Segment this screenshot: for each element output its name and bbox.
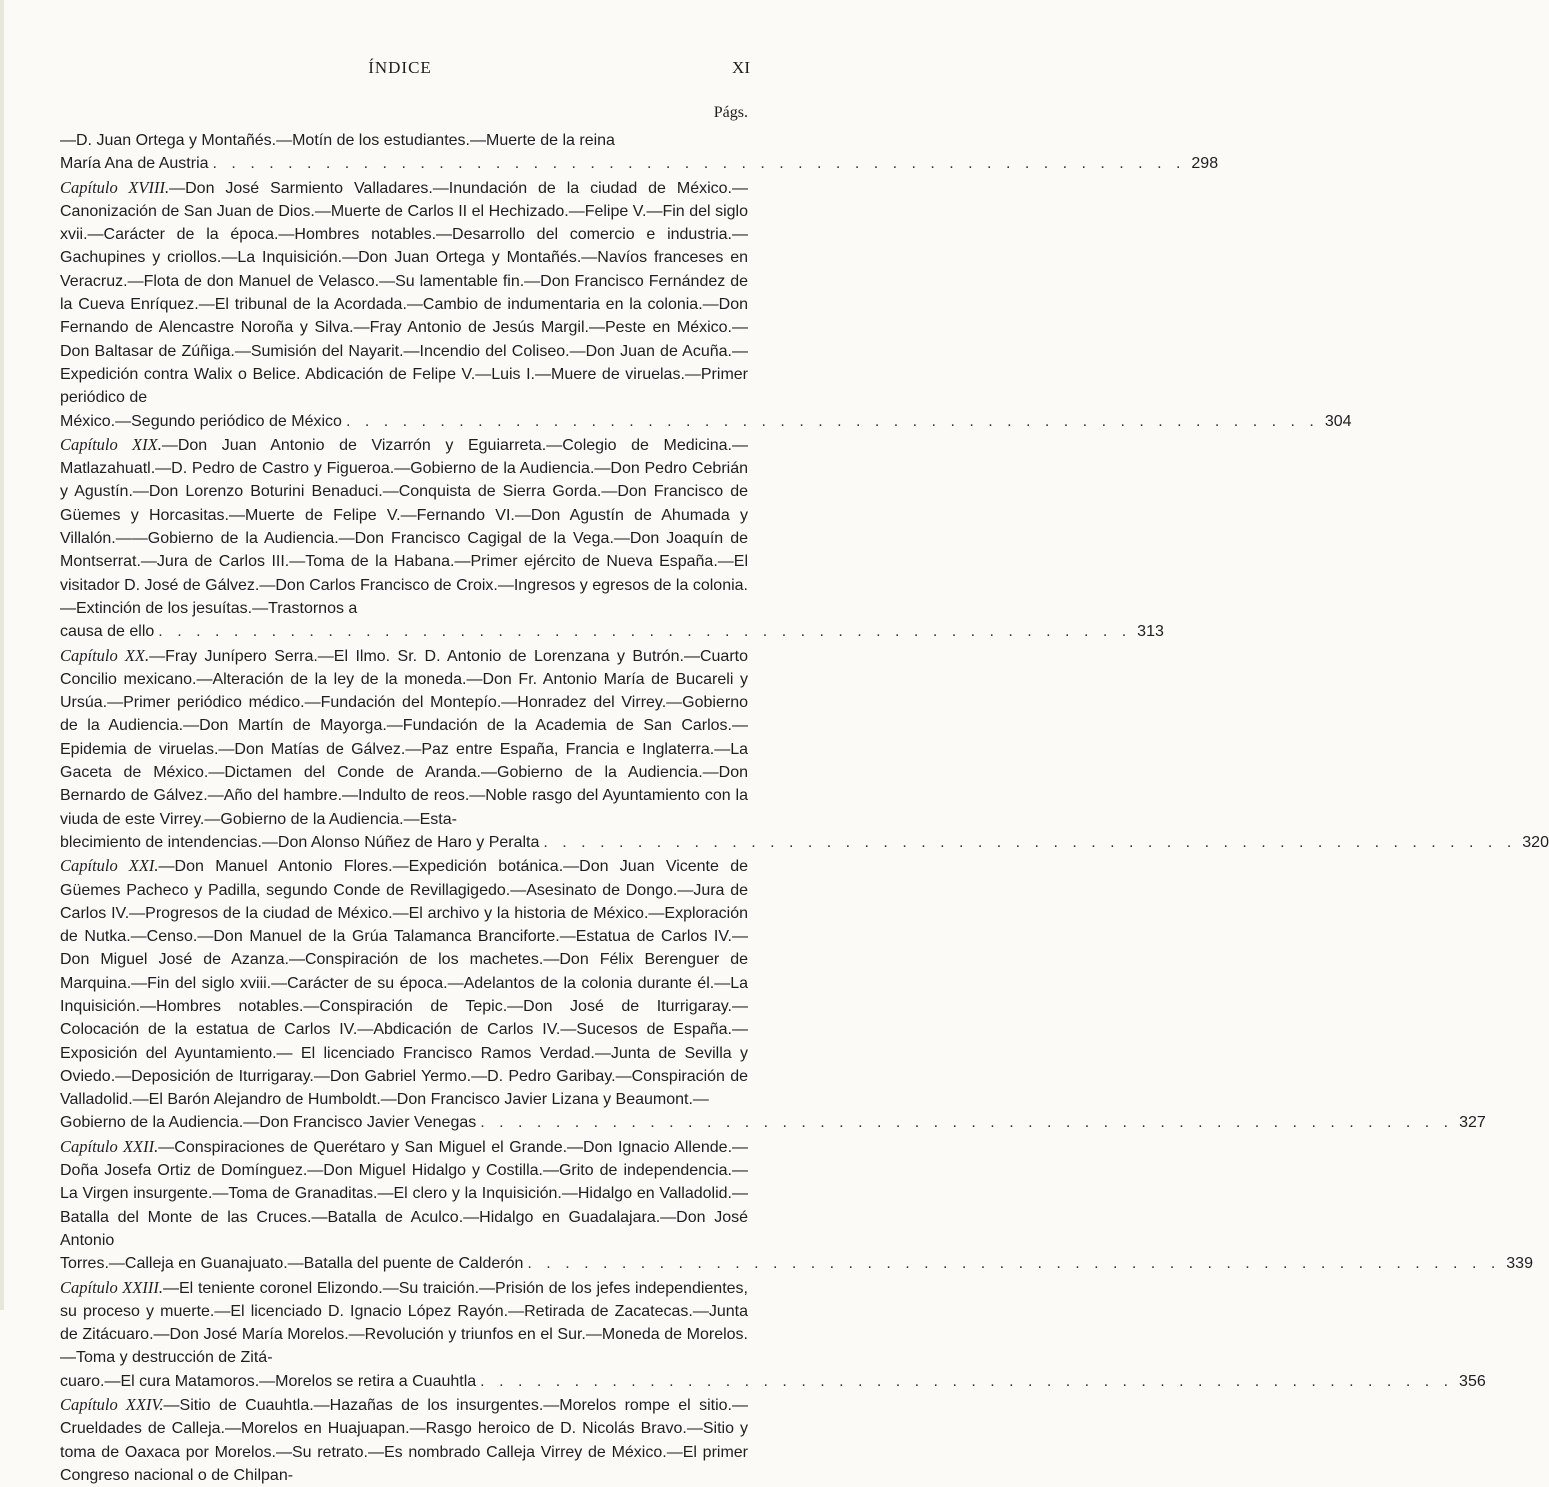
entry-last-line [60,152,1219,175]
dot-leader: . . . . . . . . . . . . . . . . . . . . . . . . . . . . . . . . . . . . . . . . . . . . . . . . . . . . [480,1114,1454,1132]
entry-text: —Don Juan Antonio de Vizarrón y Eguiarreta.—Colegio de Medicina.—Matlazahuatl.—D. Pedro de Castro y Figueroa.—Gobierno de la Audiencia.—Don Pedro Cebrián y Agustín.—Don Lorenzo Boturini Benaduci.—Conquista de Sierra Gorda.—Don Francisco de Güemes y Horcasitas.—Muerte de Felipe V.—Fernando VI.—Don Agustín de Ahumada y Villalón.——Gobierno de la Audiencia.—Don Francisco Cagigal de la Vega.—Don Joaquín de Montserrat.—Jura de Carlos III.—Toma de la Habana.—Primer ejército de Nueva España.—El visitador D. José de Gálvez.—Don Carlos Francisco de Croix.—Ingresos y egresos de la colonia.—Extinción de los jesuítas.—Trastornos a [60,436,748,617]
entry-page-number: 356 [1459,1372,1486,1390]
entry-last-text: María Ana de Austria [60,155,209,173]
entry-text: —Conspiraciones de Querétaro y San Miguel el Grande.—Don Ignacio Allende.—Doña Josefa Ortiz de Domínguez.—Don Miguel Hidalgo y Costilla.—Grito de independencia.—La Virgen insurgente.—Toma de Granaditas.—El clero y la Inquisición.—Hidalgo en Valladolid.—Batalla del Monte de las Cruces.—Batalla de Aculco.—Hidalgo en Guadalajara.—Don José Antonio [60,1138,749,1249]
entry-text: —D. Juan Ortega y Montañés.—Motín de los estudiantes.—Muerte de la reina [60,132,615,149]
index-body [60,128,1549,1487]
entry-last-text: México.—Segundo periódico de México [60,412,342,430]
chapter-label: Capítulo XXII. [60,1136,159,1156]
entry-last-line [60,1111,1486,1134]
page-number-roman: XI [732,58,750,77]
entry-last-line [60,620,1164,643]
entry-last-line [60,1370,1486,1393]
entry-last-text: Gobierno de la Audiencia.—Don Francisco Javier Venegas [60,1114,477,1132]
index-entry [60,176,1352,433]
dot-leader: . . . . . . . . . . . . . . . . . . . . . . . . . . . . . . . . . . . . . . . . . . . . . . . . . . . . [543,833,1517,851]
entry-last-line [60,410,1352,433]
dot-leader: . . . . . . . . . . . . . . . . . . . . . . . . . . . . . . . . . . . . . . . . . . . . . . . . . . . . [480,1372,1454,1390]
page-edge [0,0,4,1310]
chapter-label: Capítulo XX. [60,645,150,665]
chapter-label: Capítulo XIX. [60,434,162,454]
entry-text: —Fray Junípero Serra.—El Ilmo. Sr. D. Antonio de Lorenzana y Butrón.—Cuarto Concilio mexicano.—Alteración de la ley de la moneda.—Don Fr. Antonio María de Bucareli y Ursúa.—Primer periódico médico.—Fundación del Montepío.—Honradez del Virrey.—Gobierno de la Audiencia.—Don Martín de Mayorga.—Fundación de la Academia de San Carlos.—Epidemia de viruelas.—Don Matías de Gálvez.—Paz entre España, Francia e Inglaterra.—La Gaceta de México.—Dictamen del Conde de Aranda.—Gobierno de la Audiencia.—Don Bernardo de Gálvez.—Año del hambre.—Indulto de reos.—Noble rasgo del Ayuntamiento con la viuda de este Virrey.—Gobierno de la Audiencia.—Esta- [60,647,748,828]
entry-page-number: 320 [1522,833,1549,851]
entry-last-text: Torres.—Calleja en Guanajuato.—Batalla del puente de Calderón [60,1255,524,1273]
entry-page-number: 339 [1506,1255,1533,1273]
dot-leader: . . . . . . . . . . . . . . . . . . . . . . . . . . . . . . . . . . . . . . . . . . . . . . . . . . . . [527,1255,1501,1273]
entry-last-text: causa de ello [60,623,155,641]
index-entry [60,1135,1533,1276]
index-entry [60,1393,748,1487]
entry-page-number: 298 [1191,155,1219,173]
entry-last-text: blecimiento de intendencias.—Don Alonso Núñez de Haro y Peralta [60,833,540,851]
dot-leader: . . . . . . . . . . . . . . . . . . . . . . . . . . . . . . . . . . . . . . . . . . . . . . . . . . . . [212,155,1186,173]
index-entry [60,644,1549,855]
chapter-label: Capítulo XXI. [60,856,159,876]
index-entry [60,854,1486,1135]
entry-page-number: 304 [1324,412,1352,430]
entry-text: —Sitio de Cuauhtla.—Hazañas de los insurgentes.—Morelos rompe el sitio.—Crueldades de Calleja.—Morelos en Huajuapan.—Rasgo heroico de D. Nicolás Bravo.—Sitio y toma de Oaxaca por Morelos.—Su retrato.—Es nombrado Calleja Virrey de México.—El primer Congreso nacional o de Chilpan- [60,1397,748,1484]
running-head-title: ÍNDICE [368,58,432,77]
pages-column-label: Págs. [713,104,748,121]
index-entry [60,433,1164,644]
chapter-label: Capítulo XXIV. [60,1395,164,1415]
running-head [0,58,800,82]
entry-page-number: 313 [1137,623,1164,641]
dot-leader: . . . . . . . . . . . . . . . . . . . . . . . . . . . . . . . . . . . . . . . . . . . . . . . . . . . . [345,412,1319,430]
entry-last-line [60,831,1549,854]
entry-text: —El teniente coronel Elizondo.—Su traición.—Prisión de los jefes independientes, su proceso y muerte.—El licenciado D. Ignacio López Rayón.—Retirada de Zacatecas.—Junta de Zitácuaro.—Don José María Morelos.—Revolución y triunfos en el Sur.—Moneda de Morelos.—Toma y destrucción de Zitá- [60,1279,748,1367]
chapter-label: Capítulo XXIII. [60,1277,163,1297]
entry-text: —Don José Sarmiento Valladares.—Inundación de la ciudad de México.—Canonización de San Juan de Dios.—Muerte de Carlos II el Hechizado.—Felipe V.—Fin del siglo xvii.—Carácter de la época.—Hombres notables.—Desarrollo del comercio e industria.—Gachupines y criollos.—La Inquisición.—Don Juan Ortega y Montañés.—Navíos franceses en Veracruz.—Flota de don Manuel de Velasco.—Su lamentable fin.—Don Francisco Fernández de la Cueva Enríquez.—El tribunal de la Acordada.—Cambio de indumentaria en la colonia.—Don Fernando de Alencastre Noroña y Silva.—Fray Antonio de Jesús Margil.—Peste en México.—Don Baltasar de Zúñiga.—Sumisión del Nayarit.—Incendio del Coliseo.—Don Juan de Acuña.—Expedición contra Walix o Belice. Abdicación de Felipe V.—Luis I.—Muere de viruelas.—Primer periódico de [60,179,748,407]
index-entry [60,128,1219,176]
entry-last-line [60,1252,1533,1275]
chapter-label: Capítulo XVIII. [60,177,170,197]
entry-page-number: 327 [1459,1114,1486,1132]
entry-text: —Don Manuel Antonio Flores.—Expedición botánica.—Don Juan Vicente de Güemes Pacheco y Padilla, segundo Conde de Revillagigedo.—Asesinato de Dongo.—Jura de Carlos IV.—Progresos de la ciudad de México.—El archivo y la historia de México.—Exploración de Nutka.—Censo.—Don Manuel de la Grúa Talamanca Branciforte.—Estatua de Carlos IV.—Don Miguel José de Azanza.—Conspiración de los machetes.—Don Félix Berenguer de Marquina.—Fin del siglo xviii.—Carácter de su época.—Adelantos de la colonia durante él.—La Inquisición.—Hombres notables.—Conspiración de Tepic.—Don José de Iturrigaray.—Colocación de la estatua de Carlos IV.—Abdicación de Carlos IV.—Sucesos de España.— Exposición del Ayuntamiento.— El licenciado Francisco Ramos Verdad.—Junta de Sevilla y Oviedo.—Deposición de Iturrigaray.—Don Gabriel Yermo.—D. Pedro Garibay.—Conspiración de Valladolid.—El Barón Alejandro de Humboldt.—Don Francisco Javier Lizana y Beaumont.— [60,858,749,1109]
dot-leader: . . . . . . . . . . . . . . . . . . . . . . . . . . . . . . . . . . . . . . . . . . . . . . . . . . . . [158,623,1132,641]
entry-last-text: cuaro.—El cura Matamoros.—Morelos se retira a Cuauhtla [60,1372,477,1390]
index-entry [60,1276,1486,1393]
